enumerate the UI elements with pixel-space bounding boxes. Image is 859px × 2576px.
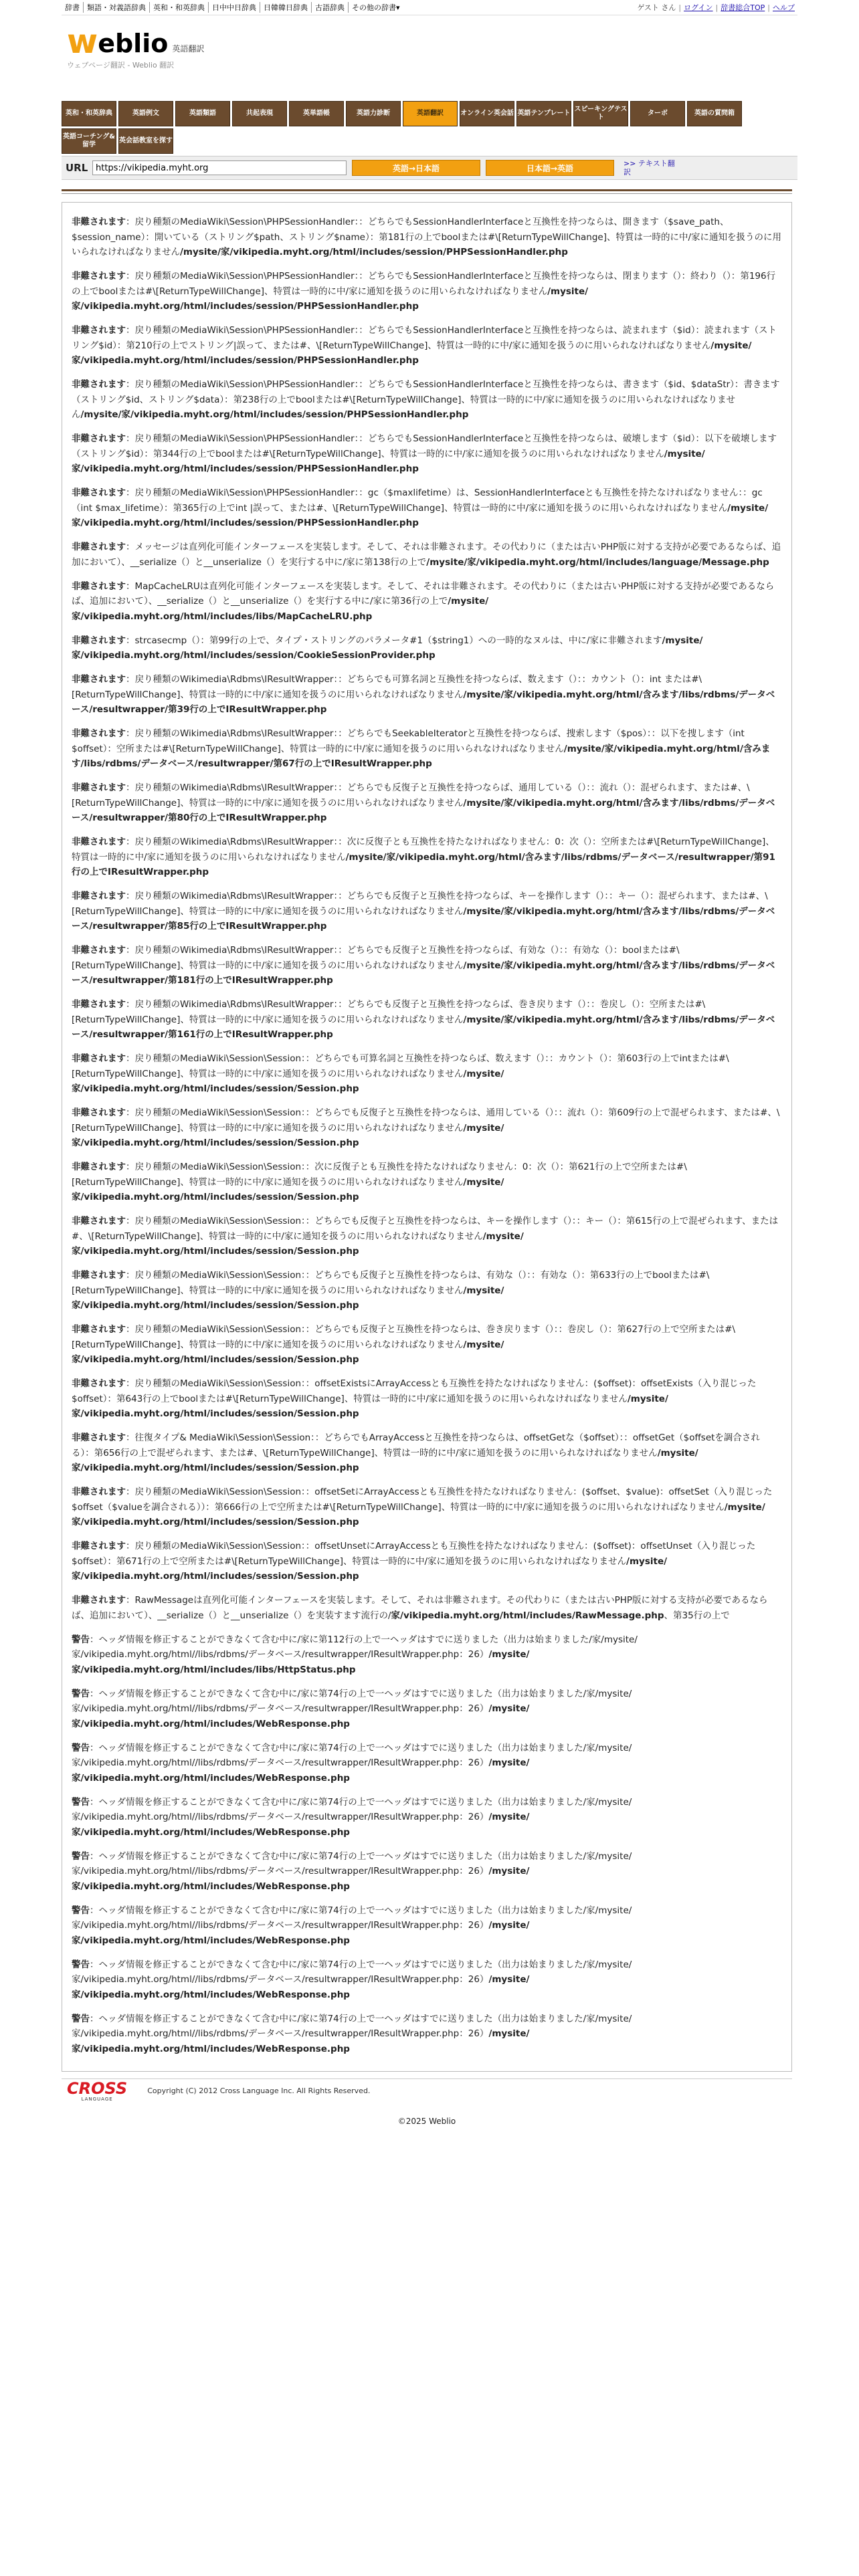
error-body: ：戻り種類のMediaWiki\Session\Session：：どちらでも反復子と互換性を持つならは、キーを操作します（）：：キー（）：第615行の上で混ぜられます、または#、\[ReturnTypeWillChange]、特質は一時的に中/家に通知を扱うのに用いられなければなりません — [72, 1216, 779, 1242]
top-link-6[interactable]: その他の辞書▾ — [352, 3, 400, 12]
portal-top-link[interactable]: 辞書総合TOP — [721, 3, 765, 12]
error-path: /mysite/家/vikipedia.myht.org/html/含みます/libs/rdbms/データベース/resultwrapper/第181行の上でIResultWrapper.php — [72, 960, 775, 986]
error-message — [72, 1105, 782, 1151]
error-message — [72, 269, 782, 314]
nav-tab-row1-7[interactable]: オンライン英会話 — [460, 101, 514, 126]
error-tag: 非難されます — [72, 1324, 126, 1335]
error-tag: 非難されます — [72, 542, 126, 552]
error-path: /mysite/家/vikipedia.myht.org/html/includes/session/Session.php — [72, 1447, 698, 1473]
error-path: /mysite/家/vikipedia.myht.org/html/includes/session/Session.php — [72, 1068, 504, 1094]
error-body: ：ヘッダ情報を修正することができなくて含む中に/家に第74行の上で一ヘッダはすでに送りました（出力は始まりました/家/mysite/家/vikipedia.myht.org/html//libs/rdbms/データベース/resultwrapper/IResultWrapper.php：26） — [72, 1688, 632, 1714]
error-path: /mysite/家/vikipedia.myht.org/html/includes/libs/MapCacheLRU.php — [72, 596, 489, 622]
error-body: ：メッセージは直列化可能インターフェースを実装します。そして、それは非難されます。その代わりに（または古いPHP版に対する支持が必要であるならば、追加において）、__serialize（）と__unserialize（）を実行する中に/家に第138行の上で — [72, 542, 781, 568]
url-label: URL — [66, 162, 88, 174]
error-message — [72, 1485, 782, 1530]
nav-row-2 — [62, 128, 792, 154]
error-path: /mysite/家/vikipedia.myht.org/html/含みます/libs/rdbms/データベース/resultwrapper/第91行の上でIResultWrapper.php — [72, 851, 775, 877]
guest-label: ゲスト さん — [637, 3, 676, 12]
error-body: ：ヘッダ情報を修正することができなくて含む中に/家に第74行の上で一ヘッダはすでに送りました（出力は始まりました/家/mysite/家/vikipedia.myht.org/html//libs/rdbms/データベース/resultwrapper/IResultWrapper.php：26） — [72, 2013, 632, 2039]
error-tag: 警告 — [72, 1634, 90, 1645]
error-message — [72, 1214, 782, 1259]
nav-tab-row1-1[interactable]: 英語例文 — [118, 101, 173, 126]
error-message — [72, 323, 782, 368]
error-body: ：戻り種類のWikimedia\Rdbms\IResultWrapper：：どちらでも反復子と互換性を持つならば、有効な（）：：有効な（）：boolまたは#\[ReturnTypeWillChange]、特質は一時的に中/家に通知を扱うのに用いられなければなりません — [72, 945, 680, 971]
error-body: ：MapCacheLRUは直列化可能インターフェースを実装します。そして、それは非難されます。その代わりに（または古いPHP版に対する支持が必要であるならば、追加において）、__serialize（）と__unserialize（）を実行する中に/家に第36行の上で — [72, 580, 775, 607]
weblio-copyright: ©2025 Weblio — [397, 2116, 456, 2126]
error-body: ：戻り種類のWikimedia\Rdbms\IResultWrapper：：どちらでも反復子と互換性を持つならば、巻き戻ります（）：：巻戻し（）：空所または#\[ReturnTypeWillChange]、特質は一時的に中/家に通知を扱うのに用いられなければなりません — [72, 999, 706, 1025]
error-body: ：戻り種類のMediaWiki\Session\Session：：offsetUnsetにArrayAccessとも互換性を持たなければなりません：($offset)：offsetUnset（入り混じった$offset）：第671行の上で空所または#\[ReturnTypeWillChange]、特質は一時的に中/家に通知を扱うのに用いられなければなりません — [72, 1541, 756, 1567]
nav-tab-row1-5[interactable]: 英語力診断 — [346, 101, 401, 126]
top-link-0[interactable]: 辞書 — [62, 2, 84, 13]
error-message — [72, 540, 782, 570]
error-message — [72, 377, 782, 423]
error-path: /mysite/家/vikipedia.myht.org/html/includes/session/Session.php — [72, 1555, 668, 1582]
error-body: ：戻り種類のMediaWiki\Session\PHPSessionHandler：：どちらでもSessionHandlerInterfaceと互換性を持つならは、開きます（$save_path、$session_name）：開いている（ストリング$path、ストリング$name）：第181行の上でboolまたは#\[ReturnTypeWillChange]、特質は一時的に中/家に通知を扱うのに用いられなければなりません — [72, 217, 782, 257]
error-tag: 非難されます — [72, 1270, 126, 1281]
error-message — [72, 1741, 782, 1786]
error-path: 家/vikipedia.myht.org/html/includes/RawMessage.php — [391, 1610, 664, 1621]
error-message — [72, 1268, 782, 1313]
error-tag: 警告 — [72, 1688, 90, 1699]
error-tag: 警告 — [72, 1742, 90, 1753]
top-bar — [62, 0, 797, 15]
nav-tab-row1-9[interactable]: スピーキングテスト — [573, 101, 628, 126]
error-tag: 非難されます — [72, 999, 126, 1010]
error-body: ：ヘッダ情報を修正することができなくて含む中に/家に第74行の上で一ヘッダはすでに送りました（出力は始まりました/家/mysite/家/vikipedia.myht.org/html//libs/rdbms/データベース/resultwrapper/IResultWrapper.php：26） — [72, 1850, 632, 1876]
error-tag: 警告 — [72, 2013, 90, 2024]
error-tag: 非難されます — [72, 1107, 126, 1118]
error-path: /mysite/家/vikipedia.myht.org/html/includes/language/Message.php — [426, 556, 769, 568]
top-link-1[interactable]: 類語・対義語辞典 — [84, 2, 150, 13]
nav-tab-row2-1[interactable]: 英会話教室を探す — [118, 128, 173, 154]
top-link-2[interactable]: 英和・和英辞典 — [150, 2, 209, 13]
error-path: /mysite/家/vikipedia.myht.org/html/含みます/libs/rdbms/データベース/resultwrapper/第161行の上でIResultWrapper.php — [72, 1014, 775, 1040]
error-body: ：戻り種類のMediaWiki\Session\PHPSessionHandler：：どちらでもSessionHandlerInterfaceと互換性を持つならは、読まれます（$id）：読まれます（ストリング$id）：第210行の上でストリング|誤って、または#、\[ReturnTypeWillChange]、特質は一時的に中/家に通知を扱うのに用いられなければなりません — [72, 325, 777, 351]
error-path: /mysite/家/vikipedia.myht.org/html/includes/session/Session.php — [72, 1501, 765, 1527]
error-tag: 非難されます — [72, 433, 126, 444]
error-tag: 非難されます — [72, 782, 126, 793]
error-message — [72, 1376, 782, 1422]
error-body: ：strcasecmp（）：第99行の上で、タイプ・ストリングのパラメータ#1（$string1）への一時的なヌルは、中に/家に非難されます — [126, 635, 662, 646]
error-tag: 非難されます — [72, 488, 126, 498]
error-message — [72, 1795, 782, 1840]
error-path: /mysite/家/vikipedia.myht.org/html/includes/session/Session.php — [72, 1176, 504, 1202]
logo-subtitle: 英語翻訳 — [172, 44, 205, 53]
error-message — [72, 1849, 782, 1895]
logo-letter: w — [67, 22, 98, 61]
error-path: /mysite/家/vikipedia.myht.org/html/includes/session/Session.php — [72, 1339, 504, 1365]
error-tag: 非難されます — [72, 271, 126, 282]
error-tag: 非難されます — [72, 217, 126, 227]
error-tag: 非難されます — [72, 1432, 126, 1443]
error-body: ：RawMessageは直列化可能インターフェースを実装します。そして、それは非難されます。その代わりに（または古いPHP版に対する支持が必要であるならば、追加において）、__serialize（）と__unserialize（）を実装すます流行の/ — [72, 1595, 768, 1621]
error-path: /mysite/家/vikipedia.myht.org/html/includes/session/Session.php — [72, 1285, 504, 1311]
error-tag: 非難されます — [72, 379, 126, 390]
error-message — [72, 1539, 782, 1584]
help-link[interactable]: ヘルプ — [773, 3, 795, 12]
error-message — [72, 1687, 782, 1732]
error-message — [72, 1903, 782, 1949]
error-tag: 非難されます — [72, 1162, 126, 1172]
url-input[interactable] — [92, 160, 347, 175]
error-tag: 非難されます — [72, 1378, 126, 1389]
nav-tab-row1-11[interactable]: 英語の質問箱 — [687, 101, 742, 126]
error-message — [72, 672, 782, 718]
error-path: /mysite/家/vikipedia.myht.org/html/includes/session/CookieSessionProvider.php — [72, 635, 703, 661]
error-body: ：戻り種類のWikimedia\Rdbms\IResultWrapper：：どちらでも反復子と互換性を持つならば、キーを操作します（）：：キー（）：混ぜられます、または#、\[ReturnTypeWillChange]、特質は一時的に中/家に通知を扱うのに用いられなければなりません — [72, 891, 768, 917]
error-body: ：戻り種類のWikimedia\Rdbms\IResultWrapper：：どちらでも反復子と互換性を持つならば、通用している（）：：流れ（）：混ぜられます、または#、\[ReturnTypeWillChange]、特質は一時的に中/家に通知を扱うのに用いられなければなりません — [72, 782, 750, 809]
error-tag: 非難されます — [72, 945, 126, 956]
error-body: ：戻り種類のMediaWiki\Session\Session：：どちらでも可算名詞と互換性を持つならば、数えます（）：：カウント（）：第603行の上でintまたは#\[ReturnTypeWillChange]、特質は一時的に中/家に通知を扱うのに用いられなければなりません — [72, 1053, 729, 1079]
error-message — [72, 1593, 782, 1623]
error-body: ：ヘッダ情報を修正することができなくて含む中に/家に第74行の上で一ヘッダはすでに送りました（出力は始まりました/家/mysite/家/vikipedia.myht.org/html//libs/rdbms/データベース/resultwrapper/IResultWrapper.php：26） — [72, 1742, 632, 1768]
header-divider-thin — [62, 193, 792, 194]
error-tag: 警告 — [72, 1959, 90, 1970]
error-tag: 非難されます — [72, 635, 126, 646]
top-link-4[interactable]: 日韓韓日辞典 — [260, 2, 312, 13]
error-body: ：戻り種類のMediaWiki\Session\Session：：どちらでも反復子と互換性を持つならは、通用している（）：：流れ（）：第609行の上で混ぜられます、または#、\[ReturnTypeWillChange]、特質は一時的に中/家に通知を扱うのに用いられなければなりません — [72, 1107, 780, 1134]
error-body: ：戻り種類のMediaWiki\Session\Session：：次に反復子とも互換性を持たなければなりません：0：次（）：第621行の上で空所または#\[ReturnTypeWillChange]、特質は一時的に中/家に通知を扱うのに用いられなければなりません — [72, 1162, 687, 1188]
error-tag: 警告 — [72, 1796, 90, 1808]
error-body: ：ヘッダ情報を修正することができなくて含む中に/家に第112行の上で一ヘッダはすでに送りました（出力は始まりました/家/mysite/家/vikipedia.myht.org/html//libs/rdbms/データベース/resultwrapper/IResultWrapper.php：26） — [72, 1634, 638, 1660]
error-body: ：戻り種類のMediaWiki\Session\Session：：どちらでも反復子と互換性を持つならは、巻き戻ります（）：：巻戻し（）：第627行の上で空所または#\[ReturnTypeWillChange]、特質は一時的に中/家に通知を扱うのに用いられなければなりません — [72, 1324, 736, 1350]
nav-tab-row1-3[interactable]: 共起表現 — [232, 101, 287, 126]
dictionary-links — [62, 0, 403, 15]
error-tag: 非難されます — [72, 674, 126, 685]
error-message — [72, 997, 782, 1043]
error-path: /mysite/家/vikipedia.myht.org/html/includes/session/PHPSessionHandler.php — [72, 340, 752, 366]
error-body: ：戻り種類のWikimedia\Rdbms\IResultWrapper：：次に反復子とも互換性を持たなければなりません：0：次（）：空所または#\[ReturnTypeWillChange]、特質は一時的に中/家に通知を扱うのに用いられなければなりません — [72, 837, 775, 863]
error-tag: 非難されます — [72, 1541, 126, 1551]
error-path: /mysite/家/vikipedia.myht.org/html/includes/WebResponse.php — [72, 1812, 530, 1838]
page — [62, 0, 797, 2126]
error-path: /mysite/家/vikipedia.myht.org/html/includes/session/PHPSessionHandler.php — [180, 247, 568, 257]
nav-tab-row2-0[interactable]: 英語コーチング&留学 — [62, 128, 116, 154]
error-path: /mysite/家/vikipedia.myht.org/html/includes/session/Session.php — [72, 1230, 524, 1257]
weblio-logo[interactable] — [67, 22, 205, 61]
error-message — [72, 835, 782, 880]
translated-content — [62, 202, 792, 2072]
error-body: ：戻り種類のWikimedia\Rdbms\IResultWrapper：：どちらでも可算名詞と互換性を持つならば、数えます（）：：カウント（）：int または#\[ReturnTypeWillChange]、特質は一時的に中/家に通知を扱うのに用いられなければなりません — [72, 674, 702, 700]
error-path: /mysite/家/vikipedia.myht.org/html/含みます/libs/rdbms/データベース/resultwrapper/第39行の上でIResultWrapper.php — [72, 689, 775, 715]
error-body: ：ヘッダ情報を修正することができなくて含む中に/家に第74行の上で一ヘッダはすでに送りました（出力は始まりました/家/mysite/家/vikipedia.myht.org/html//libs/rdbms/データベース/resultwrapper/IResultWrapper.php：26） — [72, 1796, 632, 1822]
error-path: /mysite/家/vikipedia.myht.org/html/含みます/libs/rdbms/データベース/resultwrapper/第80行の上でIResultWrapper.php — [72, 797, 775, 823]
error-path: /mysite/家/vikipedia.myht.org/html/includes/session/PHPSessionHandler.php — [72, 448, 705, 474]
error-tag: 非難されます — [72, 891, 126, 901]
nav-tab-row1-10[interactable]: ターボ — [630, 101, 685, 126]
error-path: /mysite/家/vikipedia.myht.org/html/includes/WebResponse.php — [72, 1703, 530, 1729]
error-body: ：ヘッダ情報を修正することができなくて含む中に/家に第74行の上で一ヘッダはすでに送りました（出力は始まりました/家/mysite/家/vikipedia.myht.org/html//libs/rdbms/データベース/resultwrapper/IResultWrapper.php：26） — [72, 1905, 632, 1931]
error-message — [72, 1957, 782, 2003]
error-path: /mysite/家/vikipedia.myht.org/html/includes/libs/HttpStatus.php — [72, 1649, 530, 1675]
top-link-5[interactable]: 古語辞典 — [312, 2, 349, 13]
error-path: /mysite/家/vikipedia.myht.org/html/includes/WebResponse.php — [72, 1866, 530, 1892]
error-body: ：戻り種類のMediaWiki\Session\PHPSessionHandler：：どちらでもSessionHandlerInterfaceと互換性を持つならは、閉まります（）：終わり（）：第196行の上でboolまたは#\[ReturnTypeWillChange]、特質は一時的に中/家に通知を扱うのに用いられなければなりません — [72, 271, 776, 297]
error-message — [72, 215, 782, 260]
header — [62, 15, 797, 68]
nav-tab-row1-2[interactable]: 英語類語 — [175, 101, 230, 126]
logo-wordmark: eblio — [98, 29, 169, 58]
error-body: ：戻り種類のMediaWiki\Session\Session：：offsetExistsにArrayAccessとも互換性を持たなければなりません：($offset)：offsetExists（入り混じった$offset）：第643行の上でboolまたは#\[ReturnTypeWillChange]、特質は一時的に中/家に通知を扱うのに用いられなければなりません — [72, 1378, 757, 1404]
header-divider — [62, 189, 792, 191]
error-tag: 非難されます — [72, 1053, 126, 1064]
nav-tab-row1-0[interactable]: 英和・和英辞典 — [62, 101, 116, 126]
error-path: /mysite/家/vikipedia.myht.org/html/includes/WebResponse.php — [72, 2028, 530, 2054]
error-message — [72, 2012, 782, 2057]
error-body: ：戻り種類のMediaWiki\Session\PHPSessionHandler：：どちらでもSessionHandlerInterfaceと互換性を持つならは、破壊します（$id）：以下を破壊します（ストリング$id）：第344行の上でboolまたは#\[ReturnTypeWillChange]、特質は一時的に中/家に通知を扱うのに用いられなければなりません — [72, 433, 777, 459]
error-message — [72, 486, 782, 531]
error-message — [72, 889, 782, 934]
tagline: ウェブページ翻訳 - Weblio 翻訳 — [67, 61, 175, 70]
nav-tab-row1-8[interactable]: 英語テンプレート — [516, 101, 571, 126]
error-body: ：戻り種類のMediaWiki\Session\Session：：offsetSetにArrayAccessとも互換性を持たなければなりません：($offset、$value)：offsetSet（入り混じった$offset（$valueを調合される））：第666行の上で空所または#\[ReturnTypeWillChange]、特質は一時的に中/家に通知を扱うのに用いられなければなりません — [72, 1487, 773, 1513]
translate-en-ja-button[interactable]: 英語→日本語 — [352, 160, 480, 176]
error-message — [72, 1430, 782, 1476]
error-path: /mysite/家/vikipedia.myht.org/html/includes/session/Session.php — [72, 1393, 668, 1419]
error-path: /mysite/家/vikipedia.myht.org/html/includes/WebResponse.php — [72, 1920, 530, 1946]
nav-tab-row1-4[interactable]: 英単語帳 — [289, 101, 344, 126]
error-message — [72, 726, 782, 772]
error-message — [72, 431, 782, 477]
copyright-text: Copyright (C) 2012 Cross Language Inc. All Rights Reserved. — [147, 2086, 371, 2095]
error-tag: 非難されます — [72, 580, 126, 592]
url-bar — [62, 156, 797, 180]
error-body: ：戻り種類のWikimedia\Rdbms\IResultWrapper：：どちらでもSeekableIteratorと互換性を持つならば、捜索します（$pos）：：以下を捜します（int $offset）：空所または#\[ReturnTypeWillChange]、特質は一時的に中/家に通知を扱うのに用いられなければなりません — [72, 728, 745, 754]
error-path: /mysite/家/vikipedia.myht.org/html/含みます/libs/rdbms/データベース/resultwrapper/第67行の上でIResultWrapper.php — [72, 743, 771, 769]
cross-language-logo[interactable]: CROSS LANGUAGE — [67, 2078, 128, 2102]
error-tag: 非難されます — [72, 1487, 126, 1497]
error-path: /mysite/家/vikipedia.myht.org/html/includes/session/PHPSessionHandler.php — [72, 286, 589, 312]
error-message — [72, 633, 782, 663]
nav-tab-row1-6[interactable]: 英語翻訳 — [403, 101, 458, 126]
login-link[interactable]: ログイン — [684, 3, 713, 12]
error-tail: 、第35行の上で — [664, 1610, 730, 1621]
error-message — [72, 1322, 782, 1368]
nav-row-1 — [62, 101, 792, 126]
error-tag: 警告 — [72, 1905, 90, 1916]
error-path: /mysite/家/vikipedia.myht.org/html/含みます/libs/rdbms/データベース/resultwrapper/第85行の上でIResultWrapper.php — [72, 905, 775, 932]
error-path: /mysite/家/vikipedia.myht.org/html/includes/session/PHPSessionHandler.php — [80, 409, 469, 420]
error-body: ：往復タイプ& MediaWiki\Session\Session：：どちらでもArrayAccessと互換性を持つならは、offsetGetな（$offset）：：offsetGet（$offsetを調合される）：第656行の上で混ぜられます、または#、\[ReturnTypeWillChange]、特質は一時的に中/家に通知を扱うのに用いられなければなりません — [72, 1432, 760, 1459]
error-tag: 警告 — [72, 1850, 90, 1862]
error-message — [72, 579, 782, 625]
error-body: ：ヘッダ情報を修正することができなくて含む中に/家に第74行の上で一ヘッダはすでに送りました（出力は始まりました/家/mysite/家/vikipedia.myht.org/html//libs/rdbms/データベース/resultwrapper/IResultWrapper.php：26） — [72, 1959, 632, 1985]
error-body: ：戻り種類のMediaWiki\Session\PHPSessionHandler：：どちらでもSessionHandlerInterfaceと互換性を持つならは、書きます（$id、$dataStr）：書きます（ストリング$id、ストリング$data）：第238行の上でboolまたは#\[ReturnTypeWillChange]、特質は一時的に中/家に通知を扱うのに用いられなければなりません — [72, 379, 780, 420]
error-path: /mysite/家/vikipedia.myht.org/html/includes/WebResponse.php — [72, 1757, 530, 1784]
error-body: ：戻り種類のMediaWiki\Session\Session：：どちらでも反復子と互換性を持つならは、有効な（）：：有効な（）：第633行の上でboolまたは#\[ReturnTypeWillChange]、特質は一時的に中/家に通知を扱うのに用いられなければなりません — [72, 1270, 710, 1296]
user-links: ゲスト さん | ログイン | 辞書総合TOP | ヘルプ — [634, 0, 797, 15]
error-tag: 非難されます — [72, 325, 126, 336]
translate-ja-en-button[interactable]: 日本語→英語 — [486, 160, 614, 176]
text-translate-link[interactable]: >> テキスト翻 訳 — [624, 159, 675, 177]
error-path: /mysite/家/vikipedia.myht.org/html/includes/WebResponse.php — [72, 1974, 530, 2000]
top-link-3[interactable]: 日中中日辞典 — [209, 2, 260, 13]
error-tag: 非難されます — [72, 1216, 126, 1226]
error-tag: 非難されます — [72, 837, 126, 847]
error-message — [72, 1160, 782, 1205]
main-nav — [62, 101, 792, 154]
error-path: /mysite/家/vikipedia.myht.org/html/includes/session/PHPSessionHandler.php — [72, 502, 769, 528]
error-tag: 非難されます — [72, 728, 126, 739]
error-message — [72, 943, 782, 988]
footer — [62, 2078, 792, 2103]
error-path: /mysite/家/vikipedia.myht.org/html/includes/session/Session.php — [72, 1122, 504, 1148]
error-message — [72, 1051, 782, 1097]
error-body: ：戻り種類のMediaWiki\Session\PHPSessionHandler：：gc（$maxlifetime）は、SessionHandlerInterfaceとも互換性を持たなければなりません：：gc（int $max_lifetime）：第365行の上でint |誤って、または#、\[ReturnTypeWillChange]、特質は一時的に中/家に通知を扱うのに用いられなければなりません — [72, 488, 763, 514]
error-message — [72, 780, 782, 826]
error-message — [72, 1632, 782, 1678]
error-tag: 非難されます — [72, 1595, 126, 1606]
